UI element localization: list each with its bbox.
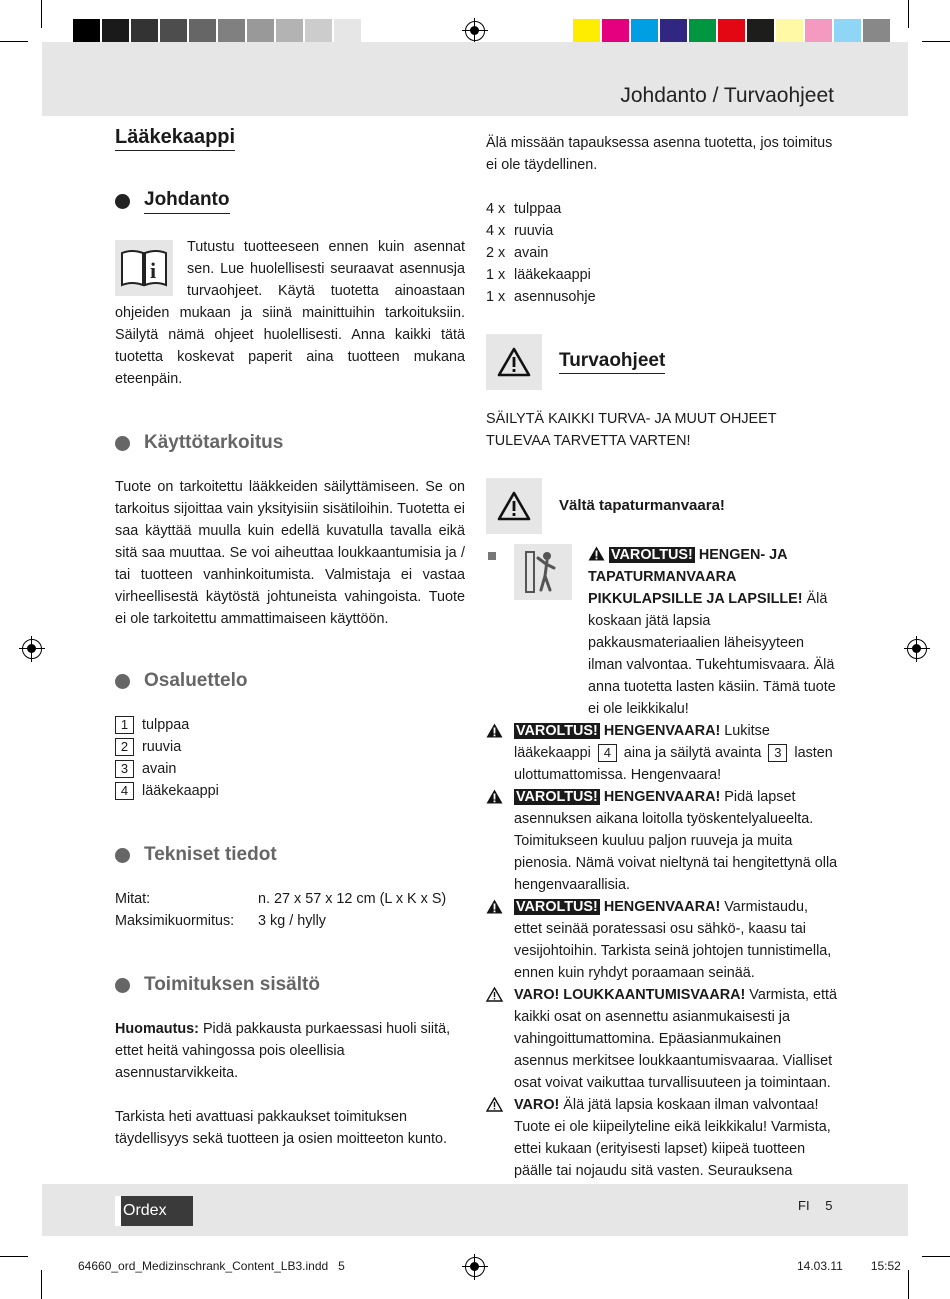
qty: 2 x <box>486 245 506 261</box>
part-label: lääkekaappi <box>142 783 219 799</box>
part-number: 4 <box>598 744 617 762</box>
warning-triangle-icon <box>486 334 542 390</box>
warning-5-text <box>486 984 838 1094</box>
warning-tag: VAROLTUS! <box>611 547 693 563</box>
check-text: Tarkista heti avattuasi pakkaukset toimituksen täydellisyys sekä tuotteen ja osien moitteeton kunto. <box>115 1109 447 1147</box>
heading-kayttotarkoitus: Käyttötarkoitus <box>115 432 465 454</box>
page-language: FI <box>798 1198 810 1213</box>
crop-mark <box>41 1270 42 1299</box>
crop-mark <box>922 1256 950 1257</box>
warning-2-body: aina ja säilytä avainta <box>619 745 766 761</box>
slug-filename: 64660_ord_Medizinschrank_Content_LB3.indd 5 <box>78 1259 345 1273</box>
list-item <box>486 242 838 264</box>
contents-list <box>486 198 838 308</box>
note-body: Pidä pakkausta purkaessasi huoli siitä, ettet heitä vahingossa pois oleellisia asennustarvikkeita. <box>115 1021 451 1081</box>
keep-instructions-text: SÄILYTÄ KAIKKI TURVA- JA MUUT OHJEET TULEVAA TARVETTA VARTEN! <box>486 411 777 449</box>
crop-mark <box>0 41 28 42</box>
bullet-icon <box>115 848 130 863</box>
spec-row <box>115 888 465 910</box>
warning-5-title: VARO! LOUKKAANTUMISVAARA! <box>514 987 746 1003</box>
warning-5-body: Varmista, että kaikki osat on asennettu asianmukaisesti ja vahingoittumattomina. Epäasianmukainen asennus merkitsee loukkaantumisvaaraa. Vialliset osat voivat vaikuttaa turvallisuuteen ja toimintaan. <box>514 987 838 1091</box>
warning-2-body: Lukitse lääkekaappi <box>514 723 770 761</box>
list-item <box>115 758 465 780</box>
note-text <box>115 1018 465 1084</box>
part-number: 1 <box>115 716 134 734</box>
item-label: lääkekaappi <box>514 267 591 283</box>
note-label: Huomautus: <box>115 1021 199 1037</box>
part-number: 3 <box>115 760 134 778</box>
qty: 4 x <box>486 223 506 239</box>
warning-3-text <box>486 786 838 896</box>
list-item <box>115 736 465 758</box>
spec-row <box>115 910 465 932</box>
crop-mark <box>0 1256 28 1257</box>
registration-mark <box>907 639 927 659</box>
slug-date: 14.03.11 15:52 <box>797 1259 901 1273</box>
list-item <box>486 198 838 220</box>
spec-value: 3 kg / hylly <box>258 913 326 929</box>
bullet-square-icon <box>488 552 496 560</box>
child-danger-icon <box>514 544 572 600</box>
right-column <box>486 132 838 1204</box>
part-label: tulppaa <box>142 717 190 733</box>
part-number: 4 <box>115 782 134 800</box>
bullet-icon <box>115 436 130 451</box>
svg-text:i: i <box>150 258 157 283</box>
warning-6-body: Älä jätä lapsia koskaan ilman valvontaa! Tuote ei ole kiipeilyteline eikä leikkikalu! Varmista, ettei kukaan (erityisesti lapset) kiipeä tuotteen päälle tai nojaudu sitä vasten. Seurauksena <box>514 1097 831 1179</box>
list-item <box>486 286 838 308</box>
registration-mark <box>22 639 42 659</box>
page-title: Lääkekaappi <box>115 126 235 151</box>
part-number: 3 <box>768 744 787 762</box>
johdanto-block <box>115 236 465 390</box>
caution-triangle-icon <box>486 987 503 1002</box>
spec-value: n. 27 x 57 x 12 cm (L x K x S) <box>258 891 447 907</box>
manual-info-icon <box>115 240 173 296</box>
section-header: Johdanto / Turvaohjeet <box>620 84 834 107</box>
heading-avoid-accidents: Vältä tapaturmanvaara! <box>486 478 838 534</box>
heading-osaluettelo: Osaluettelo <box>115 670 465 692</box>
warning-triangle-icon <box>486 789 503 804</box>
warning-triangle-icon <box>588 546 605 561</box>
left-column <box>115 126 465 1150</box>
page-number-value: 5 <box>825 1198 833 1213</box>
crop-mark <box>908 1270 909 1299</box>
bullet-icon <box>115 194 130 209</box>
registration-mark <box>465 21 485 41</box>
bullet-icon <box>115 674 130 689</box>
warning-1-title: HENGEN- JA TAPATURMANVAARA PIKKULAPSILLE JA LAPSILLE! <box>588 547 803 607</box>
part-label: ruuvia <box>142 739 182 755</box>
warning-3-title: HENGENVAARA! <box>603 789 721 805</box>
ordex-logo: Ordex <box>115 1196 193 1226</box>
warning-2-title: HENGENVAARA! <box>603 723 721 739</box>
warning-tag: VAROLTUS! <box>516 723 598 739</box>
warning-triangle-icon <box>486 723 503 738</box>
heading-toimitus: Toimituksen sisältö <box>115 974 465 996</box>
item-label: asennusohje <box>514 289 596 305</box>
spec-key: Mitat: <box>115 891 151 907</box>
warning-3-body: Pidä lapset asennuksen aikana loitolla työskentelyalueelta. Toimitukseen kuuluu paljon ruuveja ja muita pienosia. Nämä voivat nieltynä tai hengitettynä olla hengenvaarallisia. <box>514 789 838 893</box>
list-item <box>486 264 838 286</box>
warning-1-body: Älä koskaan jätä lapsia pakkausmateriaalien läheisyyteen ilman valvontaa. Tukehtumisvaara. Älä anna tuotetta lasten käsiin. Tämä tuote ei ole leikkikalu! <box>588 591 836 717</box>
crop-mark <box>41 0 42 28</box>
crop-mark <box>922 41 950 42</box>
heading-johdanto: Johdanto <box>115 189 465 214</box>
warning-4-body: Varmistaudu, ettet seinää poratessasi osu sähkö-, kaasu tai vesijohtoihin. Tarkista seinä johtojen tunnistimella, ennen kuin ryhdyt poraamaan seinää. <box>514 899 832 981</box>
tech-specs <box>115 888 465 932</box>
list-item <box>115 780 465 802</box>
johdanto-text: Tutustu tuotteeseen ennen kuin asennat sen. Lue huolellisesti seuraavat asennusja turvaohjeet. Käytä tuotetta ainoastaan ohjeiden mukaan ja siinä mainittuihin tarkoituksiin. Säilytä nämä ohjeet huolellisesti. Anna kaikki tätä tuotetta koskevat paperit aina tuotteen mukana eteenpäin. <box>115 239 465 387</box>
kayttotarkoitus-text: Tuote on tarkoitettu lääkkeiden säilyttämiseen. Se on tarkoitus sijoittaa vain yksityisiin sisätiloihin. Tuotetta ei saa käyttää muulla kuin edellä kuvatulla tavalla eikä sitä saa muuttaa. Se voi aiheuttaa loukkaantumisia ja / tai tuotteen vanhinkoitumista. Valmistaja ei vastaa virheellisestä käytöstä johtuneista vahingoista. Tuote ei ole tarkoitettu ammattimaiseen käyttöön. <box>115 479 465 627</box>
child-warning-block <box>486 544 838 720</box>
item-label: avain <box>514 245 549 261</box>
item-label: ruuvia <box>514 223 554 239</box>
parts-list <box>115 714 465 802</box>
warning-6-title: VARO! <box>514 1097 560 1113</box>
warning-2-text <box>486 720 838 786</box>
warning-tag: VAROLTUS! <box>516 899 598 915</box>
warning-4-text <box>486 896 838 984</box>
part-number: 2 <box>115 738 134 756</box>
qty: 4 x <box>486 201 506 217</box>
bullet-icon <box>115 978 130 993</box>
list-item <box>115 714 465 736</box>
qty: 1 x <box>486 289 506 305</box>
part-label: avain <box>142 761 177 777</box>
warning-tag: VAROLTUS! <box>516 789 598 805</box>
warning-4-title: HENGENVAARA! <box>603 899 721 915</box>
list-item <box>486 220 838 242</box>
warning-triangle-icon <box>486 899 503 914</box>
heading-tekniset: Tekniset tiedot <box>115 844 465 866</box>
registration-mark <box>465 1257 485 1277</box>
crop-mark <box>908 0 909 28</box>
qty: 1 x <box>486 267 506 283</box>
intro-text: Älä missään tapauksessa asenna tuotetta, jos toimitus ei ole täydellinen. <box>486 135 833 173</box>
warning-triangle-icon <box>486 478 542 534</box>
warning-2-body: lasten ulottumattomissa. Hengenvaara! <box>514 745 833 783</box>
page-number <box>798 1198 832 1213</box>
caution-triangle-icon <box>486 1097 503 1112</box>
spec-key: Maksimikuormitus: <box>115 913 235 929</box>
item-label: tulppaa <box>514 201 562 217</box>
heading-turvaohjeet: Turvaohjeet <box>486 334 838 390</box>
